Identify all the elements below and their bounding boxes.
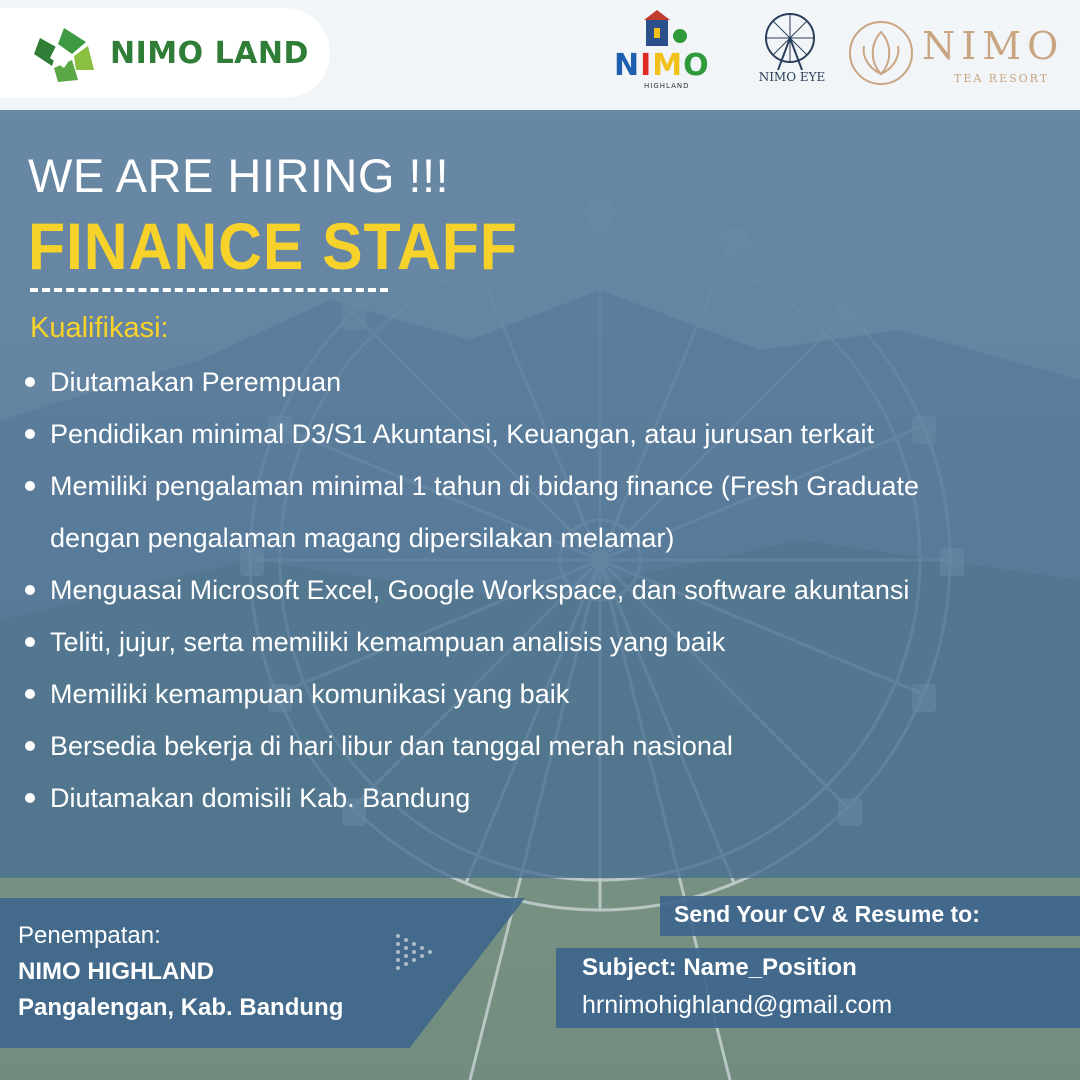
qualification-item: Diutamakan Perempuan <box>22 356 1072 408</box>
title-divider <box>30 288 388 292</box>
castle-icon <box>606 10 726 50</box>
qualification-item: Menguasai Microsoft Excel, Google Workspace, dan software akuntansi <box>22 564 970 616</box>
qualification-item: Bersedia bekerja di hari libur dan tanggal merah nasional <box>22 720 1072 772</box>
placement-location: Pangalengan, Kab. Bandung <box>18 994 344 1021</box>
partner-logos <box>600 6 1070 106</box>
nimo-highland-logo <box>606 10 726 98</box>
play-arrow-icon <box>392 930 432 974</box>
nimo-eye-logo <box>750 8 830 100</box>
job-details-panel <box>0 110 1080 878</box>
nimo-tea-sub: TEA RESORT <box>954 72 1050 85</box>
nimo-land-leaf-logo <box>28 24 100 84</box>
qualification-item: Pendidikan minimal D3/S1 Akuntansi, Keuangan, atau jurusan terkait <box>22 408 1072 460</box>
qualification-item: Memiliki kemampuan komunikasi yang baik <box>22 668 1072 720</box>
email-address[interactable]: hrnimohighland@gmail.com <box>582 991 893 1019</box>
hiring-title: WE ARE HIRING !!! <box>28 149 450 202</box>
job-title: FINANCE STAFF <box>28 209 518 283</box>
send-cv-label: Send Your CV & Resume to: <box>674 901 980 927</box>
placement-name: NIMO HIGHLAND <box>18 958 214 985</box>
lotus-leaf-logo <box>846 18 916 88</box>
nimo-highland-sub: HIGHLAND <box>644 82 690 90</box>
qualifications-heading: Kualifikasi: <box>30 312 169 344</box>
ferris-wheel-logo <box>750 8 830 70</box>
brand-name: NIMO LAND <box>110 36 309 71</box>
brand-pill <box>0 8 330 98</box>
nimo-tea-name: NIMO <box>922 24 1065 68</box>
qualification-item: Teliti, jujur, serta memiliki kemampuan analisis yang baik <box>22 616 1072 668</box>
placement-label: Penempatan: <box>18 922 161 949</box>
qualifications-list <box>22 356 1072 824</box>
nimo-highland-wordmark: NIMO <box>614 48 710 83</box>
nimo-tea-resort-logo <box>846 16 1068 96</box>
header <box>0 0 1080 110</box>
qualification-item: Diutamakan domisili Kab. Bandung <box>22 772 1072 824</box>
nimo-eye-label: NIMO EYE <box>758 70 826 84</box>
qualification-item: Memiliki pengalaman minimal 1 tahun di bidang finance (Fresh Graduate dengan pengalaman magang dipersilakan melamar) <box>22 460 1000 564</box>
email-subject: Subject: Name_Position <box>582 954 857 981</box>
